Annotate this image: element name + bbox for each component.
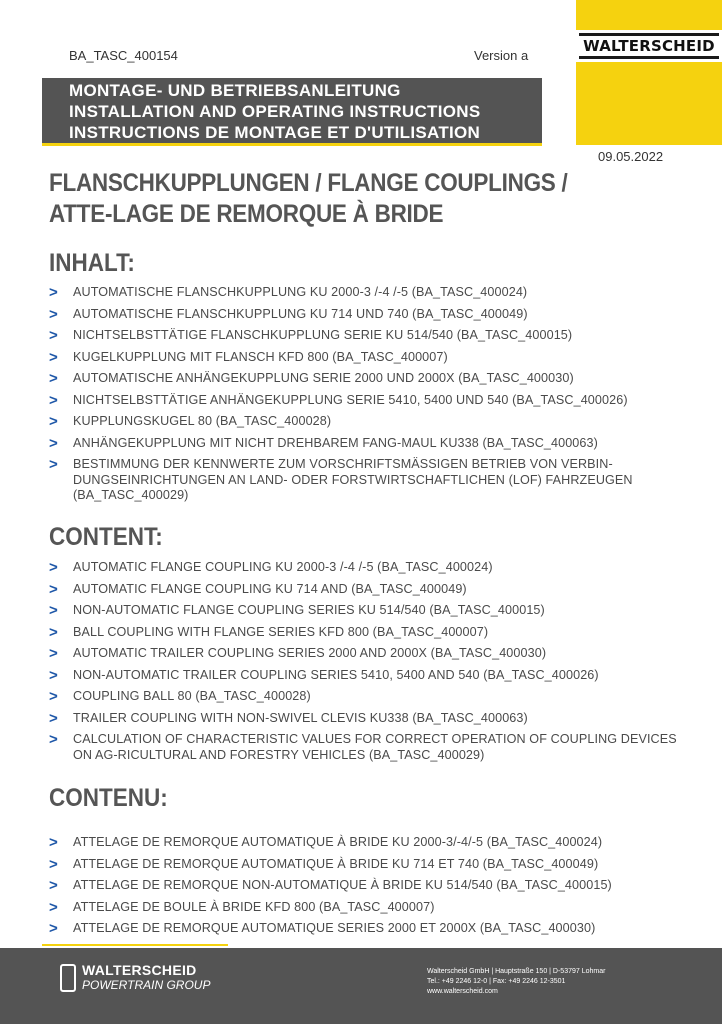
page-footer (0, 948, 722, 1024)
toc-item[interactable] (49, 457, 689, 504)
toc-item-label: BESTIMMUNG DER KENNWERTE ZUM VORSCHRIFTSMÄSSIGEN BETRIEB VON VERBIN-DUNGSEINRICHTUNGEN AN LAND- ODER FORSTWIRTSCHAFTLICHEN (LOF) FAHRZEUGEN (BA_TASC_400029) (73, 457, 633, 502)
toc-item-label: KUPPLUNGSKUGEL 80 (BA_TASC_400028) (73, 414, 332, 428)
toc-item-label: NICHTSELBSTTÄTIGE FLANSCHKUPPLUNG SERIE KU 514/540 (BA_TASC_400015) (73, 328, 573, 342)
document-version: Version a (474, 48, 529, 63)
document-date: 09.05.2022 (598, 149, 664, 164)
toc-item[interactable] (49, 603, 689, 619)
chevron-right-icon: > (49, 834, 58, 851)
footer-brand: WALTERSCHEID (82, 962, 197, 978)
footer-phone: Tel.: +49 2246 12-0 | Fax: +49 2246 12-3501 (427, 978, 566, 985)
chevron-right-icon: > (49, 305, 58, 323)
toc-item-label: ATTELAGE DE REMORQUE AUTOMATIQUE SERIES 2000 ET 2000X (BA_TASC_400030) (73, 921, 596, 935)
section-heading-de: INHALT: (49, 249, 135, 277)
toc-item-label: AUTOMATISCHE FLANSCHKUPPLUNG KU 2000-3 /-4 /-5 (BA_TASC_400024) (73, 285, 528, 299)
chevron-right-icon: > (49, 348, 58, 366)
toc-item[interactable] (49, 393, 689, 409)
chevron-right-icon: > (49, 731, 58, 748)
chevron-right-icon: > (49, 645, 58, 662)
toc-item[interactable] (49, 835, 689, 851)
toc-item[interactable] (49, 328, 689, 344)
toc-item-label: ANHÄNGEKUPPLUNG MIT NICHT DREHBAREM FANG-MAUL KU338 (BA_TASC_400063) (73, 435, 598, 450)
toc-item-label: COUPLING BALL 80 (BA_TASC_400028) (73, 689, 311, 703)
chevron-right-icon: > (49, 877, 58, 894)
toc-item[interactable] (49, 646, 689, 662)
toc-item-label: ATTELAGE DE BOULE À BRIDE KFD 800 (BA_TASC_400007) (73, 899, 435, 914)
section-heading-fr: CONTENU: (49, 784, 168, 812)
toc-item[interactable] (49, 307, 689, 323)
toc-item-label: NON-AUTOMATIC TRAILER COUPLING SERIES 5410, 5400 AND 540 (BA_TASC_400026) (73, 667, 599, 682)
chevron-right-icon: > (49, 391, 58, 409)
toc-item[interactable] (49, 285, 689, 301)
logo-text: WALTERSCHEID (583, 37, 715, 55)
chevron-right-icon: > (49, 434, 58, 452)
toc-item[interactable] (49, 350, 689, 366)
footer-accent-rule (42, 944, 228, 946)
toc-item[interactable] (49, 732, 689, 763)
chevron-right-icon: > (49, 623, 58, 641)
chevron-right-icon: > (49, 327, 58, 344)
toc-item-label: NON-AUTOMATIC FLANGE COUPLING SERIES KU 514/540 (BA_TASC_400015) (73, 603, 545, 617)
toc-item-label: ATTELAGE DE REMORQUE AUTOMATIQUE À BRIDE KU 714 ET 740 (BA_TASC_400049) (73, 856, 599, 871)
toc-item-label: AUTOMATISCHE ANHÄNGEKUPPLUNG SERIE 2000 UND 2000X (BA_TASC_400030) (73, 371, 574, 385)
footer-website-link[interactable]: www.walterscheid.com (427, 988, 498, 995)
toc-item[interactable] (49, 711, 689, 727)
chevron-right-icon: > (49, 709, 58, 727)
toc-item-label: TRAILER COUPLING WITH NON-SWIVEL CLEVIS KU338 (BA_TASC_400063) (73, 710, 528, 725)
toc-item[interactable] (49, 689, 689, 705)
chevron-right-icon: > (49, 413, 58, 430)
chevron-right-icon: > (49, 284, 58, 301)
toc-item[interactable] (49, 582, 689, 598)
chevron-right-icon: > (49, 855, 58, 873)
toc-item-label: AUTOMATIC TRAILER COUPLING SERIES 2000 AND 2000X (BA_TASC_400030) (73, 646, 547, 660)
toc-item[interactable] (49, 414, 689, 430)
title-line-de: MONTAGE- UND BETRIEBSANLEITUNG (69, 81, 401, 100)
chevron-right-icon: > (49, 559, 58, 576)
logo-frame (579, 33, 719, 59)
chevron-right-icon: > (49, 456, 58, 473)
document-id: BA_TASC_400154 (69, 48, 178, 63)
toc-list-en (49, 560, 689, 769)
footer-brand-block (82, 962, 210, 992)
toc-item-label: AUTOMATIC FLANGE COUPLING KU 2000-3 /-4 /-5 (BA_TASC_400024) (73, 560, 493, 574)
chevron-right-icon: > (49, 370, 58, 387)
toc-item[interactable] (49, 668, 689, 684)
toc-item[interactable] (49, 560, 689, 576)
chevron-right-icon: > (49, 688, 58, 705)
toc-item-label: AUTOMATIC FLANGE COUPLING KU 714 AND (BA_TASC_400049) (73, 581, 467, 596)
title-line-en: INSTALLATION AND OPERATING INSTRUCTIONS (69, 102, 481, 121)
toc-item[interactable] (49, 371, 689, 387)
toc-item[interactable] (49, 857, 689, 873)
walterscheid-emblem-icon (60, 964, 76, 992)
toc-item[interactable] (49, 625, 689, 641)
section-heading-en: CONTENT: (49, 523, 163, 551)
chevron-right-icon: > (49, 666, 58, 684)
walterscheid-logo (576, 30, 722, 62)
toc-item[interactable] (49, 900, 689, 916)
toc-list-de (49, 285, 689, 510)
footer-subbrand: POWERTRAIN GROUP (82, 978, 211, 992)
footer-logo (60, 962, 210, 992)
footer-contact (427, 967, 605, 997)
manual-title-bar (42, 78, 542, 146)
chevron-right-icon: > (49, 580, 58, 598)
toc-item[interactable] (49, 921, 689, 937)
brand-color-block (576, 0, 722, 145)
toc-item[interactable] (49, 878, 689, 894)
toc-item-label: NICHTSELBSTTÄTIGE ANHÄNGEKUPPLUNG SERIE 5410, 5400 UND 540 (BA_TASC_400026) (73, 392, 628, 407)
toc-item-label: BALL COUPLING WITH FLANGE SERIES KFD 800 (BA_TASC_400007) (73, 624, 489, 639)
toc-item-label: CALCULATION OF CHARACTERISTIC VALUES FOR CORRECT OPERATION OF COUPLING DEVICES ON AG-RICULTURAL AND FORESTRY VEHICLES (BA_TASC_400029) (73, 732, 677, 762)
chevron-right-icon: > (49, 920, 58, 937)
toc-item-label: AUTOMATISCHE FLANSCHKUPPLUNG KU 714 UND 740 (BA_TASC_400049) (73, 306, 528, 321)
toc-item-label: ATTELAGE DE REMORQUE AUTOMATIQUE À BRIDE KU 2000-3/-4/-5 (BA_TASC_400024) (73, 835, 603, 849)
chevron-right-icon: > (49, 898, 58, 916)
toc-item-label: KUGELKUPPLUNG MIT FLANSCH KFD 800 (BA_TASC_400007) (73, 349, 448, 364)
title-line-fr: INSTRUCTIONS DE MONTAGE ET D'UTILISATION (69, 123, 481, 142)
chevron-right-icon: > (49, 602, 58, 619)
toc-item[interactable] (49, 436, 689, 452)
page-title: FLANSCHKUPPLUNGEN / FLANGE COUPLINGS / ATTE-LAGE DE REMORQUE À BRIDE (49, 169, 568, 228)
toc-item-label: ATTELAGE DE REMORQUE NON-AUTOMATIQUE À BRIDE KU 514/540 (BA_TASC_400015) (73, 878, 612, 892)
footer-address: Walterscheid GmbH | Hauptstraße 150 | D-53797 Lohmar (427, 968, 606, 975)
toc-list-fr (49, 835, 689, 943)
